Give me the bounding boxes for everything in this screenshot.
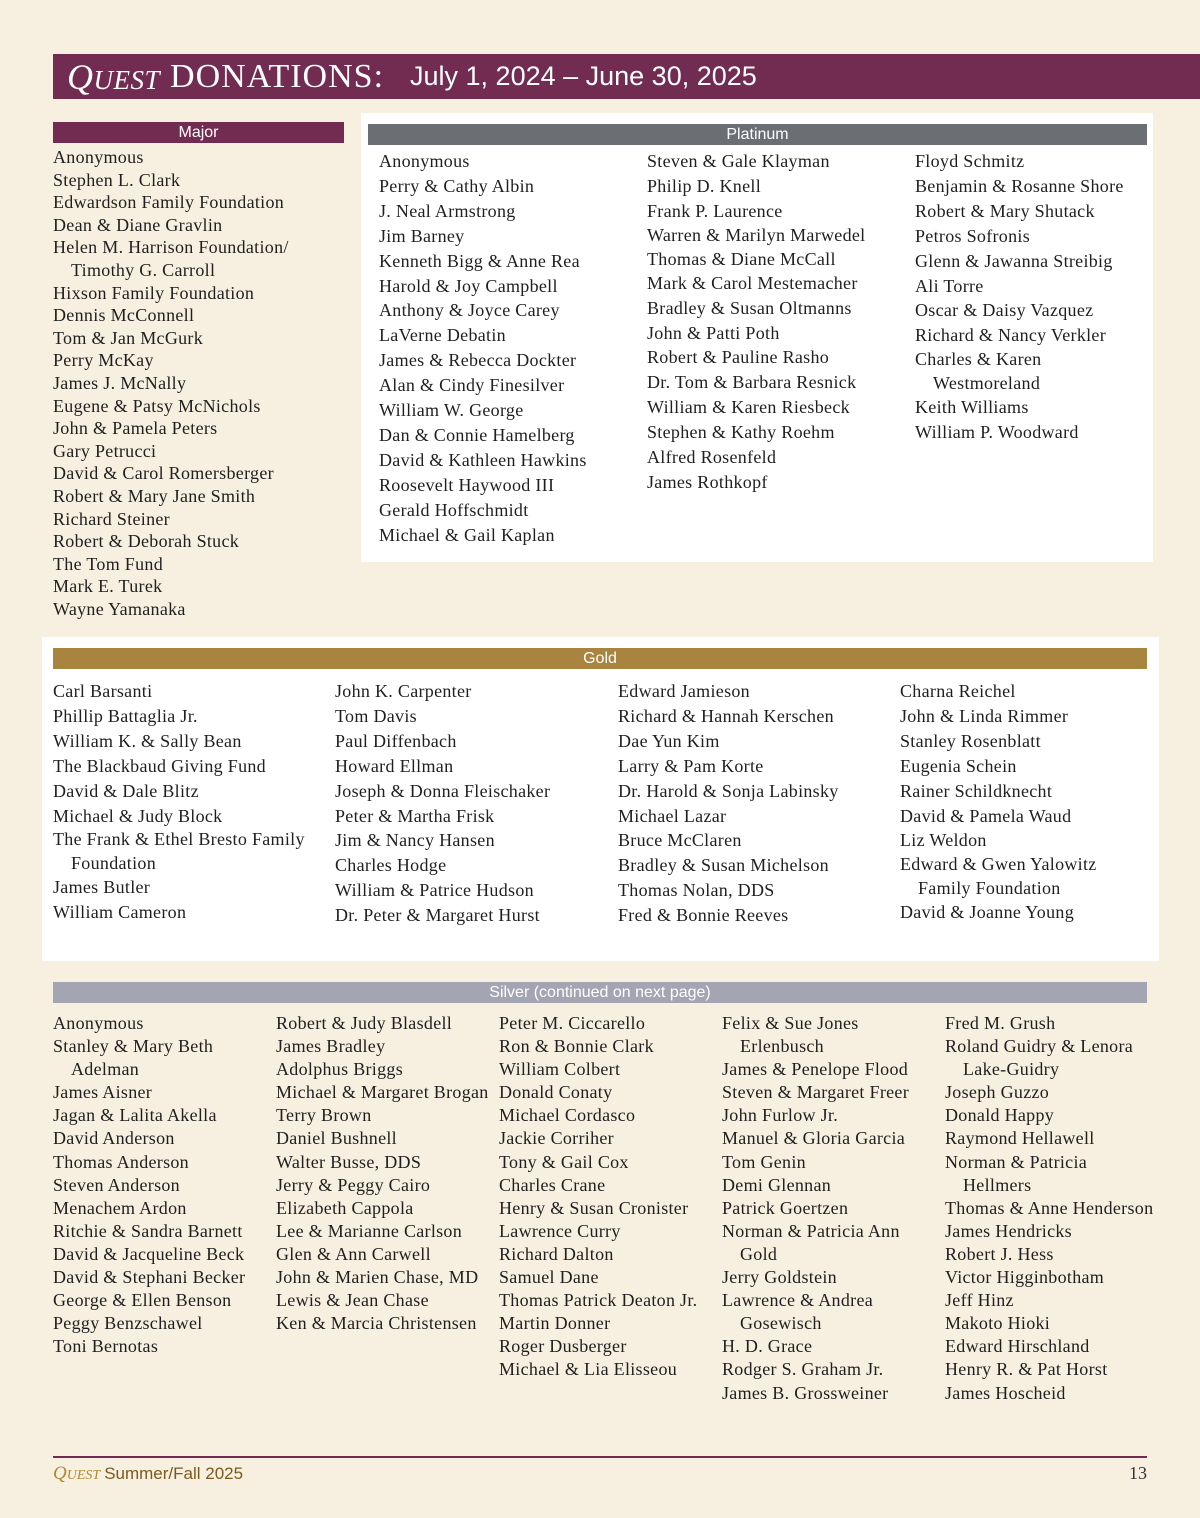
donor-name: Charna Reichel <box>900 681 1016 701</box>
donor-name: Edward Jamieson <box>618 681 750 701</box>
donor-name: Larry & Pam Korte <box>618 755 764 776</box>
donor-name: Bradley & Susan Oltmanns <box>647 297 852 318</box>
donor-name: James Butler <box>53 877 151 898</box>
donor-name: Steven & Gale Klayman <box>647 151 830 171</box>
gold-header: Gold <box>53 648 1147 669</box>
donor-name: J. Neal Armstrong <box>379 200 516 221</box>
donor-name: Dr. Peter & Margaret Hurst <box>335 905 540 926</box>
donor-name: Jim Barney <box>379 225 465 246</box>
donor-name: Peggy Benzschawel <box>53 1313 203 1334</box>
donor-name: Glen & Ann Carwell <box>276 1243 431 1264</box>
donor-name: John & Pamela Peters <box>53 418 218 439</box>
page-number: 13 <box>1129 1463 1147 1483</box>
donor-name: Jeff Hinz <box>945 1290 1014 1311</box>
donor-name: James Rothkopf <box>647 471 768 492</box>
donor-name: Tom Genin <box>722 1151 806 1172</box>
donor-name: Liz Weldon <box>900 830 987 851</box>
donor-name: George & Ellen Benson <box>53 1290 232 1311</box>
donor-name: Adolphus Briggs <box>276 1059 404 1080</box>
donor-name: David & Dale Blitz <box>53 780 199 801</box>
donor-name: Fred & Bonnie Reeves <box>618 905 789 926</box>
donor-name: David & Stephani Becker <box>53 1267 246 1288</box>
donor-name: Stephen L. Clark <box>53 169 181 190</box>
donor-name: Thomas Patrick Deaton Jr. <box>499 1290 698 1311</box>
donor-name: Peter & Martha Frisk <box>335 805 495 826</box>
donor-name: Ritchie & Sandra Barnett <box>53 1220 243 1241</box>
donor-name: William & Patrice Hudson <box>335 880 534 901</box>
donor-name: Bruce McClaren <box>618 830 742 851</box>
donor-name: Charles & Karen Westmoreland <box>915 349 1042 393</box>
donor-name: Edward Hirschland <box>945 1336 1090 1357</box>
donor-name: Jackie Corriher <box>499 1128 614 1149</box>
donor-name: Manuel & Gloria Garcia <box>722 1128 906 1149</box>
footer-quest-logotype: QUEST <box>53 1463 101 1484</box>
donor-name: Rodger S. Graham Jr. <box>722 1359 884 1380</box>
date-range: July 1, 2024 – June 30, 2025 <box>410 61 757 91</box>
platinum-column-2 <box>647 149 907 495</box>
donor-name: James B. Grossweiner <box>722 1382 889 1403</box>
donor-name: Lee & Marianne Carlson <box>276 1220 463 1241</box>
donor-name: Eugenia Schein <box>900 755 1017 776</box>
platinum-header: Platinum <box>368 124 1147 145</box>
donor-name: LaVerne Debatin <box>379 325 506 346</box>
donor-name: Alfred Rosenfeld <box>647 447 777 468</box>
donor-name: Steven & Margaret Freer <box>722 1082 910 1103</box>
donor-name: Wayne Yamanaka <box>53 598 186 619</box>
donor-name: Anthony & Joyce Carey <box>379 300 560 321</box>
donor-name: Anonymous <box>379 151 470 171</box>
donor-name: Tom Davis <box>335 705 417 726</box>
donor-name: William P. Woodward <box>915 422 1079 443</box>
donor-name: Demi Glennan <box>722 1174 832 1195</box>
silver-column-3 <box>499 1012 715 1382</box>
donor-name: Thomas & Anne Henderson <box>945 1197 1154 1218</box>
donor-name: Anonymous <box>53 1013 144 1033</box>
platinum-column-3 <box>915 149 1153 445</box>
donor-name: Robert & Mary Jane Smith <box>53 485 256 506</box>
donor-name: David & Pamela Waud <box>900 805 1072 826</box>
donor-name: Makoto Hioki <box>945 1313 1051 1334</box>
donor-name: Helen M. Harrison Foundation/ Timothy G. Carroll <box>53 237 289 280</box>
silver-column-4 <box>722 1012 938 1405</box>
silver-column-5 <box>945 1012 1155 1405</box>
donor-name: Glenn & Jawanna Streibig <box>915 250 1113 271</box>
donor-name: William Cameron <box>53 902 187 923</box>
footer-divider <box>53 1456 1147 1458</box>
donor-name: Dennis McConnell <box>53 305 195 326</box>
donor-name: Henry & Susan Cronister <box>499 1197 689 1218</box>
donor-name: Stanley & Mary Beth Adelman <box>53 1036 214 1080</box>
donor-name: William W. George <box>379 400 524 421</box>
donor-name: Perry McKay <box>53 350 154 371</box>
donor-name: James & Rebecca Dockter <box>379 350 577 371</box>
donor-name: Tony & Gail Cox <box>499 1151 629 1172</box>
donor-name: Lawrence Curry <box>499 1220 621 1241</box>
donor-name: David Anderson <box>53 1128 175 1149</box>
donor-name: David & Joanne Young <box>900 902 1075 923</box>
platinum-column-1 <box>379 149 639 548</box>
donor-name: Robert J. Hess <box>945 1243 1054 1264</box>
footer-issue <box>53 1463 243 1485</box>
donor-name: Jerry & Peggy Cairo <box>276 1174 431 1195</box>
donor-name: Perry & Cathy Albin <box>379 175 535 196</box>
donor-name: The Frank & Ethel Bresto Family Foundation <box>53 829 305 873</box>
header-banner <box>53 54 1200 99</box>
donor-name: Richard Steiner <box>53 508 170 529</box>
quest-logotype: QUEST <box>67 56 161 97</box>
donor-name: Dr. Harold & Sonja Labinsky <box>618 780 839 801</box>
donor-name: Ali Torre <box>915 275 984 296</box>
donor-name: Fred M. Grush <box>945 1013 1056 1033</box>
donor-name: Steven Anderson <box>53 1174 180 1195</box>
gold-column-2 <box>335 679 611 928</box>
donor-name: Michael & Margaret Brogan <box>276 1082 489 1103</box>
donor-name: Tom & Jan McGurk <box>53 327 204 348</box>
donor-name: Menachem Ardon <box>53 1197 187 1218</box>
donor-name: Gary Petrucci <box>53 440 157 461</box>
donor-name: Patrick Goertzen <box>722 1197 849 1218</box>
donor-name: Charles Hodge <box>335 855 447 876</box>
donor-name: James Hoscheid <box>945 1382 1066 1403</box>
donor-name: William & Karen Riesbeck <box>647 397 850 418</box>
donor-name: Ken & Marcia Christensen <box>276 1313 477 1334</box>
donor-name: Charles Crane <box>499 1174 606 1195</box>
donor-name: Kenneth Bigg & Anne Rea <box>379 250 580 271</box>
donor-name: John & Marien Chase, MD <box>276 1267 479 1288</box>
donor-name: Stephen & Kathy Roehm <box>647 422 835 443</box>
donor-name: Jerry Goldstein <box>722 1267 837 1288</box>
donor-name: Michael Cordasco <box>499 1105 636 1126</box>
donor-name: David & Kathleen Hawkins <box>379 449 587 470</box>
donor-name: The Tom Fund <box>53 553 164 574</box>
donor-name: John Furlow Jr. <box>722 1105 839 1126</box>
donor-name: Peter M. Ciccarello <box>499 1013 646 1033</box>
donor-name: James Aisner <box>53 1082 153 1103</box>
donor-name: Dan & Connie Hamelberg <box>379 424 575 445</box>
donor-name: Robert & Pauline Rasho <box>647 347 830 368</box>
donor-name: Michael & Gail Kaplan <box>379 524 555 545</box>
donor-name: Toni Bernotas <box>53 1336 159 1357</box>
major-donor-list <box>53 146 353 620</box>
donor-name: Stanley Rosenblatt <box>900 730 1041 751</box>
donor-name: Michael & Lia Elisseou <box>499 1359 678 1380</box>
donor-name: James J. McNally <box>53 372 187 393</box>
donor-name: Daniel Bushnell <box>276 1128 397 1149</box>
donor-name: James Hendricks <box>945 1220 1072 1241</box>
donor-name: Edwardson Family Foundation <box>53 192 285 213</box>
donor-name: Joseph & Donna Fleischaker <box>335 780 551 801</box>
donor-name: Roosevelt Haywood III <box>379 474 555 495</box>
donor-name: Roland Guidry & Lenora Lake-Guidry <box>945 1036 1134 1080</box>
gold-column-3 <box>618 679 894 928</box>
donor-name: Dr. Tom & Barbara Resnick <box>647 372 857 393</box>
donor-name: John & Patti Poth <box>647 322 780 343</box>
donor-name: Martin Donner <box>499 1313 611 1334</box>
donor-name: John K. Carpenter <box>335 681 472 701</box>
donor-name: Robert & Deborah Stuck <box>53 531 240 552</box>
donor-name: Bradley & Susan Michelson <box>618 855 829 876</box>
donor-name: Anonymous <box>53 147 144 167</box>
donor-name: Richard & Hannah Kerschen <box>618 705 834 726</box>
donor-name: John & Linda Rimmer <box>900 705 1069 726</box>
donor-name: James Bradley <box>276 1036 386 1057</box>
donor-name: Howard Ellman <box>335 755 454 776</box>
donor-name: Walter Busse, DDS <box>276 1151 422 1172</box>
donor-name: Philip D. Knell <box>647 175 762 196</box>
silver-column-1 <box>53 1012 269 1358</box>
donor-name: William Colbert <box>499 1059 621 1080</box>
donor-name: Donald Conaty <box>499 1082 613 1103</box>
donor-name: Richard & Nancy Verkler <box>915 325 1107 346</box>
donor-name: Thomas Anderson <box>53 1151 189 1172</box>
donor-name: Paul Diffenbach <box>335 730 457 751</box>
donor-name: Lewis & Jean Chase <box>276 1290 429 1311</box>
issue-label: Summer/Fall 2025 <box>104 1464 244 1483</box>
page-title: DONATIONS: <box>170 57 385 95</box>
donor-name: Norman & Patricia Hellmers <box>945 1151 1088 1195</box>
donor-name: Lawrence & Andrea Gosewisch <box>722 1290 874 1334</box>
donor-name: Samuel Dane <box>499 1267 599 1288</box>
donor-name: The Blackbaud Giving Fund <box>53 755 266 776</box>
gold-column-4 <box>900 679 1150 925</box>
major-header: Major <box>53 122 344 143</box>
donor-name: Thomas Nolan, DDS <box>618 880 775 901</box>
donor-name: Elizabeth Cappola <box>276 1197 414 1218</box>
silver-header: Silver (continued on next page) <box>53 982 1147 1003</box>
donor-name: Dean & Diane Gravlin <box>53 214 223 235</box>
donor-name: Oscar & Daisy Vazquez <box>915 300 1094 321</box>
donor-name: Donald Happy <box>945 1105 1055 1126</box>
donor-name: H. D. Grace <box>722 1336 813 1357</box>
donor-name: Ron & Bonnie Clark <box>499 1036 654 1057</box>
donor-name: Richard Dalton <box>499 1243 614 1264</box>
donor-name: Harold & Joy Campbell <box>379 275 558 296</box>
donor-name: David & Jacqueline Beck <box>53 1243 245 1264</box>
donor-name: Victor Higginbotham <box>945 1267 1105 1288</box>
donor-name: Michael Lazar <box>618 805 727 826</box>
donor-name: Dae Yun Kim <box>618 730 720 751</box>
donor-name: Benjamin & Rosanne Shore <box>915 175 1124 196</box>
donor-name: Edward & Gwen Yalowitz Family Foundation <box>900 854 1097 898</box>
donor-name: Alan & Cindy Finesilver <box>379 375 565 396</box>
donor-name: Henry R. & Pat Horst <box>945 1359 1108 1380</box>
donor-name: Gerald Hoffschmidt <box>379 499 529 520</box>
silver-column-2 <box>276 1012 492 1335</box>
donor-name: Petros Sofronis <box>915 225 1031 246</box>
donor-name: Raymond Hellawell <box>945 1128 1095 1149</box>
donor-name: Roger Dusberger <box>499 1336 627 1357</box>
donor-name: Carl Barsanti <box>53 681 153 701</box>
donor-name: Mark & Carol Mestemacher <box>647 273 858 294</box>
donor-name: William K. & Sally Bean <box>53 730 242 751</box>
donor-name: Felix & Sue Jones Erlenbusch <box>722 1013 859 1057</box>
donor-name: Eugene & Patsy McNichols <box>53 395 261 416</box>
donor-name: Jagan & Lalita Akella <box>53 1105 217 1126</box>
donor-name: Floyd Schmitz <box>915 151 1025 171</box>
donor-name: Warren & Marilyn Marwedel <box>647 224 866 245</box>
donor-name: Michael & Judy Block <box>53 805 223 826</box>
donor-name: David & Carol Romersberger <box>53 463 274 484</box>
donor-name: Thomas & Diane McCall <box>647 249 836 270</box>
donor-name: Rainer Schildknecht <box>900 780 1053 801</box>
donor-name: James & Penelope Flood <box>722 1059 909 1080</box>
donor-name: Phillip Battaglia Jr. <box>53 705 198 726</box>
donor-name: Mark E. Turek <box>53 576 163 597</box>
donor-name: Frank P. Laurence <box>647 200 783 221</box>
donor-name: Robert & Judy Blasdell <box>276 1013 453 1033</box>
donor-name: Joseph Guzzo <box>945 1082 1050 1103</box>
gold-column-1 <box>53 679 329 925</box>
donor-name: Keith Williams <box>915 397 1029 418</box>
donor-name: Robert & Mary Shutack <box>915 200 1095 221</box>
donor-name: Terry Brown <box>276 1105 372 1126</box>
donor-name: Jim & Nancy Hansen <box>335 830 495 851</box>
donor-name: Hixson Family Foundation <box>53 282 255 303</box>
donor-name: Norman & Patricia Ann Gold <box>722 1220 900 1264</box>
